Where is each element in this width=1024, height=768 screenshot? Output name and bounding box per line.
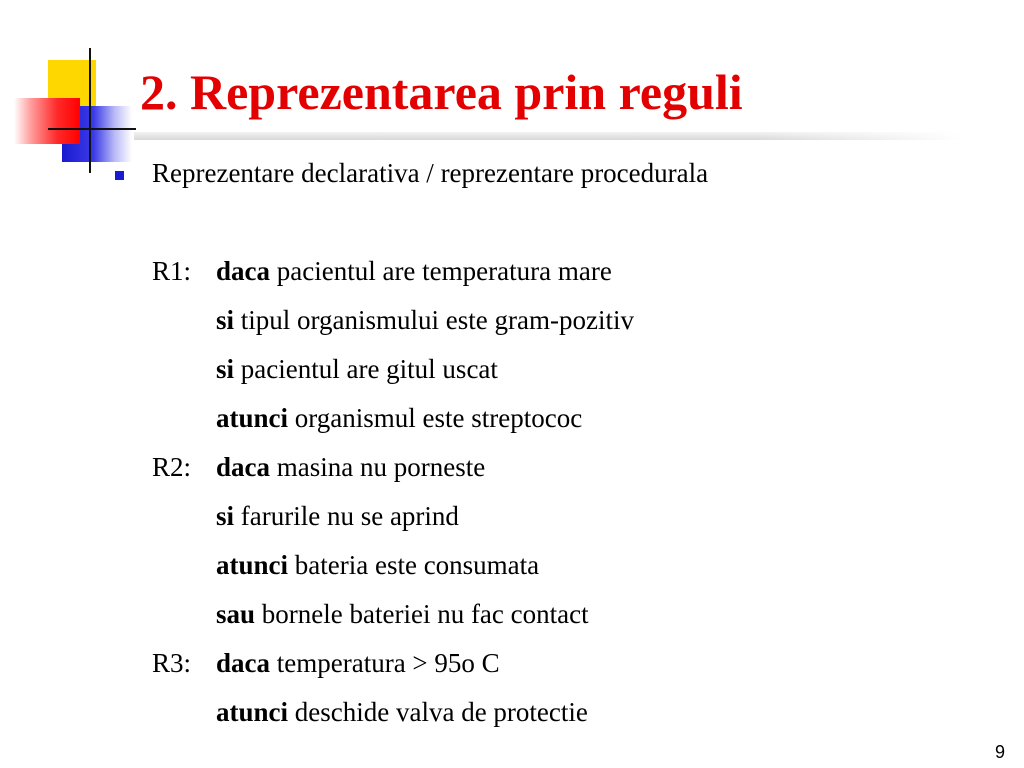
- rule-line: [216, 597, 589, 631]
- rule-line: [216, 303, 634, 337]
- rule-keyword: daca: [216, 648, 270, 678]
- rule-text: farurile nu se aprind: [234, 501, 459, 531]
- rule-keyword: si: [216, 305, 235, 335]
- rule-text: pacientul are temperatura mare: [270, 256, 612, 286]
- page-number: 9: [995, 742, 1006, 762]
- rule-text: tipul organismului este gram-pozitiv: [234, 305, 634, 335]
- rule-line: [216, 401, 582, 435]
- rule-text: bornele bateriei nu fac contact: [255, 599, 589, 629]
- decorative-squares: [0, 0, 140, 185]
- rule-keyword: si: [216, 501, 235, 531]
- rule-text: temperatura > 95o C: [270, 648, 500, 678]
- title-underline: [134, 132, 964, 140]
- rule-id-r1: R1:: [152, 256, 192, 286]
- bullet-square-icon: [115, 171, 124, 180]
- rule-id-r3: R3:: [152, 648, 192, 678]
- horizontal-line: [48, 128, 136, 130]
- rule-id-r2: R2:: [152, 452, 192, 482]
- rule-keyword: daca: [216, 452, 270, 482]
- rule-text: bateria este consumata: [288, 550, 540, 580]
- rule-keyword: atunci: [216, 550, 289, 580]
- vertical-line: [89, 48, 91, 173]
- rule-keyword: si: [216, 354, 235, 384]
- rule-keyword: daca: [216, 256, 270, 286]
- slide-title: 2. Reprezentarea prin reguli: [140, 64, 743, 120]
- rule-text: pacientul are gitul uscat: [234, 354, 498, 384]
- red-square: [14, 98, 80, 144]
- rule-keyword: atunci: [216, 403, 289, 433]
- rule-keyword: atunci: [216, 697, 289, 727]
- rule-line: [216, 548, 539, 582]
- rule-text: deschide valva de protectie: [288, 697, 588, 727]
- rule-line: [216, 450, 485, 484]
- rule-line: [216, 352, 498, 386]
- rule-text: organismul este streptococ: [288, 403, 583, 433]
- rule-line: [216, 695, 588, 729]
- rule-keyword: sau: [216, 599, 256, 629]
- rule-text: masina nu porneste: [270, 452, 486, 482]
- rule-line: [216, 254, 612, 288]
- bullet-text: Reprezentare declarativa / reprezentare procedurala: [152, 158, 709, 188]
- rule-line: [216, 499, 459, 533]
- rule-line: [216, 646, 500, 680]
